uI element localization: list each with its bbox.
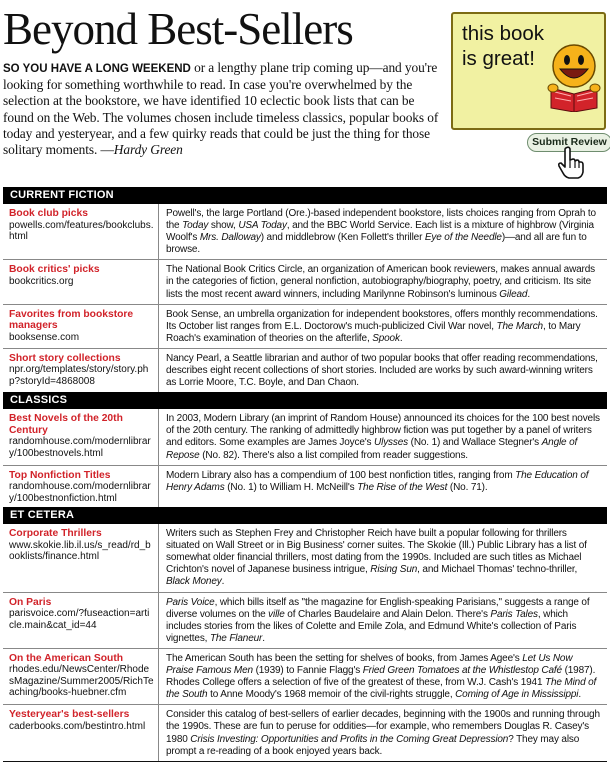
book-title: Rising Sun [370,564,418,576]
list-source [3,260,159,303]
list-url-link[interactable]: npr.org/templates/story/story.php?storyId=4868008 [9,364,149,387]
list-source [3,305,159,348]
book-title: Paris Voice [166,596,215,608]
table-row [3,704,607,760]
list-source [3,593,159,648]
list-source [3,349,159,392]
list-url-link[interactable]: rhodes.edu/NewsCenter/RhodesMagazine/Summer2005/RichTeaching/books-huebner.cfm [9,664,154,699]
list-source [3,524,159,591]
book-title: Fried Green Tomatoes at the Whistlestop Café [362,665,562,677]
list-url-link[interactable]: booksense.com [9,331,80,343]
list-description: The National Book Critics Circle, an organization of American book reviewers, makes annual awards in the categories of fiction, general nonfiction, autobiography/biography, poetry, and criticism. Its site lists the most recent award winners, including Marilynne Robinson's luminous Gilead. [166,264,595,300]
intro-byline: Hardy Green [113,142,183,158]
book-title: Paris Tales [490,608,538,620]
section-heading: CURRENT FICTION [3,187,607,204]
list-description: Writers such as Stephen Frey and Christopher Reich have built a popular following for thrillers situated on Wall Street or in Big Business' corner suites. The Skokie (Ill.) Public Library has a list of somewhat older financial thrillers, most dating from the 1990s. Included are such titles as Michael Crichton's novel of Japanese business intrigue, Rising Sun, and Michael Thomas' techno-thriller, Black Money. [166,528,587,588]
list-title: Best Novels of the 20th Century [9,413,123,436]
review-graphic [451,12,610,187]
list-url-link[interactable]: caderbooks.com/bestintro.html [9,720,146,732]
table-row [3,259,607,303]
book-title: Coming of Age in Mississippi [455,689,579,701]
list-title: Short story collections [9,352,121,364]
table-row [3,304,607,348]
smiley-reading-book-icon [547,42,601,112]
list-title: Yesteryear's best-sellers [9,709,130,721]
book-title: The Rise of the West [357,481,448,493]
list-description: Paris Voice, which bills itself as "the magazine for English-speaking Parisians," suggests a range of diverse volumes on the ville of Charles Baudelaire and Alain Delon. There's Paris Tales, which includes stories from the likes of Colette and Emile Zola, and Edmund White's collection of Paris vignettes, The Flaneur. [166,596,590,644]
book-title: The Education of Henry Adams [166,469,589,493]
table-row [3,409,607,464]
book-title: Let Us Now Praise Famous Men [166,652,573,677]
list-description: Book Sense, an umbrella organization for independent bookstores, offers monthly recommendations. Its October list ranges from E.L. Doctorow's much-publicized Civil War novel, The March, to Mary Roach's examination of theories on the afterlife, Spook. [166,308,598,344]
list-description: In 2003, Modern Library (an imprint of Random House) announced its choices for the 100 best novels of the 20th century. The ranking of admittedly highbrow fiction was put together by a panel of writers and editors. Some examples are James Joyce's Ulysses (No. 1) and Wallace Stegner's Angle of Repose (No. 82). There's also a list compiled from reader suggestions. [166,413,600,461]
book-title: Black Money [166,576,222,588]
list-source [3,705,159,760]
list-description: Consider this catalog of best-sellers of earlier decades, beginning with the 1900s and running through the 1990s. These are fun to peruse for oddities—for example, who remembers Douglas R. Casey's 1980 Crisis Investing: Opportunities and Profits in the Coming Great Depression? They may also prompt a re-reading of a book enjoyed years back. [166,709,600,757]
intro-body: or a lengthy plane trip coming up—and you're looking for something worthwhile to read. In case you're overwhelmed by the selection at the bookstore, we have identified 10 eclectic book lists that can be found on the Web. The volumes chosen include timeless classics, popular books of today and yesteryear, and a few quirky reads that could be just the thing for those solitary moments. — [3,60,439,158]
table-row [3,524,607,591]
page-title: Beyond Best-Sellers [3,4,353,54]
book-title: Mrs. Dalloway [199,232,261,244]
list-description: Nancy Pearl, a Seattle librarian and author of two popular books that offer reading recommendations, describes eight recent collections of short stories. Included are works by such award-winning writers as Lorrie Moore, T.C. Boyle, and Dan Chaon. [166,352,598,389]
list-source [3,649,159,704]
book-title: The March [496,320,543,332]
section-heading: CLASSICS [3,392,607,409]
list-description: The American South has been the setting for shelves of books, from James Agee's Let Us Now Praise Famous Men (1939) to Fannie Flagg's Fried Green Tomatoes at the Whistlestop Café (1987). Rhodes College offers a selection of five of the greatest of these, from W.J. Cash's 1941 The Mind of the South to Anne Moody's 1968 memoir of the civil-rights struggle, Coming of Age in Mississippi. [166,652,597,701]
submit-review-button[interactable]: Submit Review [527,133,610,152]
section-heading: ET CETERA [3,507,607,524]
list-description: Modern Library also has a compendium of 100 best nonfiction titles, ranging from The Education of Henry Adams (No. 1) to William H. McNeill's The Rise of the West (No. 71). [166,469,589,493]
book-title: ville [268,608,285,620]
list-title: Top Nonfiction Titles [9,469,111,481]
bubble-text: this book is great! [462,22,545,70]
list-url-link[interactable]: powells.com/features/bookclubs.html [9,219,154,242]
table-row [3,348,607,392]
hand-cursor-icon [557,146,585,180]
list-source [3,409,159,464]
book-list-table [3,187,607,762]
book-title: Today [182,220,209,232]
list-title: Book critics' picks [9,264,100,276]
book-title: Ulysses [374,437,409,449]
list-source [3,204,159,259]
intro-paragraph [3,60,443,158]
list-title: Favorites from bookstore managers [9,308,134,332]
speech-bubble [451,12,606,130]
book-title: USA Today [238,220,287,232]
intro-lead: SO YOU HAVE A LONG WEEKEND [3,63,191,75]
list-title: Book club picks [9,208,88,219]
list-title: On Paris [9,596,52,608]
list-url-link[interactable]: parisvoice.com/?fuseaction=article.main&cat_id=44 [9,608,150,631]
list-url-link[interactable]: www.skokie.lib.il.us/s_read/rd_booklists/finance.html [9,539,151,563]
table-row [3,465,607,508]
list-description: Powell's, the large Portland (Ore.)-based independent bookstore, lists choices ranging from Oprah to the Today show, USA Today, and the BBC World Service. Each list is a mixture of highbrow (Virginia Woolf's Mrs. Dalloway) and middlebrow (Ken Follett's thriller Eye of the Needle)—and all are fun to browse. [166,208,596,256]
book-title: Gilead [499,288,528,300]
list-source [3,466,159,508]
book-title: Spook [372,332,400,344]
list-title: On the American South [9,652,124,664]
list-url-link[interactable]: randomhouse.com/modernlibrary/100bestnonfiction.html [9,481,151,504]
table-row [3,648,607,704]
table-row [3,204,607,259]
book-title: The Flaneur [209,632,263,644]
table-row [3,592,607,648]
list-url-link[interactable]: randomhouse.com/modernlibrary/100bestnovels.html [9,436,151,459]
list-title: Corporate Thrillers [9,528,102,540]
book-title: Crisis Investing: Opportunities and Profits in the Coming Great Depression [190,733,509,745]
list-url-link[interactable]: bookcritics.org [9,275,74,287]
book-title: Eye of the Needle [424,232,502,244]
book-title: Angle of Repose [166,437,578,461]
book-title: The Mind of the South [166,677,597,701]
